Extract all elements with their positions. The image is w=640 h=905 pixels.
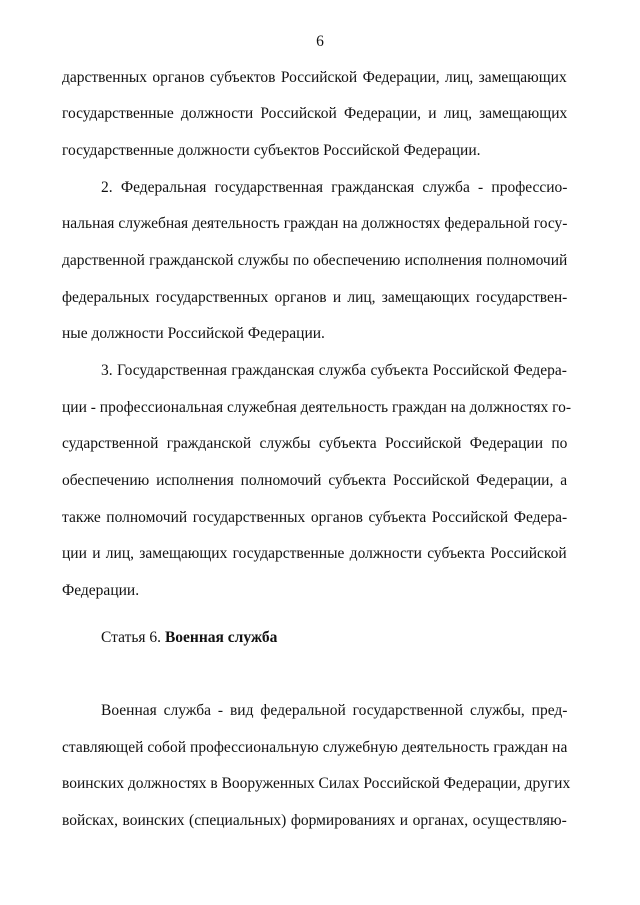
text-line: государственные должности субъектов Российской Федерации. bbox=[62, 142, 481, 159]
article-title: Военная служба bbox=[164, 629, 278, 646]
text-line: ции - профессиональная служебная деятельность граждан на должностях го- bbox=[62, 399, 572, 416]
article-number: Статья 6. bbox=[101, 629, 162, 646]
page-number: 6 bbox=[316, 33, 324, 50]
text-line: войсках, воинских (специальных) формированиях и органах, осуществляю- bbox=[62, 812, 567, 829]
text-line: федеральных государственных органов и лиц, замещающих государствен- bbox=[62, 289, 568, 306]
text-line: ции и лиц, замещающих государственные должности субъекта Российской bbox=[62, 545, 567, 562]
text-line: государственные должности Российской Федерации, и лиц, замещающих bbox=[62, 105, 568, 122]
text-line: ставляющей собой профессиональную служебную деятельность граждан на bbox=[62, 739, 568, 756]
text-line: 2. Федеральная государственная гражданская служба - профессио- bbox=[101, 179, 568, 196]
text-line: обеспечению исполнения полномочий субъекта Российской Федерации, а bbox=[62, 472, 568, 489]
text-line: Военная служба - вид федеральной государственной службы, пред- bbox=[101, 702, 568, 719]
text-line: дарственных органов субъектов Российской Федерации, лиц, замещающих bbox=[62, 69, 567, 86]
text-line: воинских должностях в Вооруженных Силах Российской Федерации, других bbox=[62, 775, 571, 792]
article-heading bbox=[101, 628, 277, 648]
text-line: 3. Государственная гражданская служба субъекта Российской Федера- bbox=[101, 362, 567, 379]
text-line: Федерации. bbox=[62, 582, 140, 599]
text-line: также полномочий государственных органов субъекта Российской Федера- bbox=[62, 509, 568, 526]
text-line: дарственной гражданской службы по обеспечению исполнения полномочий bbox=[62, 252, 568, 269]
text-line: сударственной гражданской службы субъекта Российской Федерации по bbox=[62, 435, 568, 452]
text-line: нальная служебная деятельность граждан на должностях федеральной госу- bbox=[62, 215, 568, 232]
text-line: ные должности Российской Федерации. bbox=[62, 325, 325, 342]
